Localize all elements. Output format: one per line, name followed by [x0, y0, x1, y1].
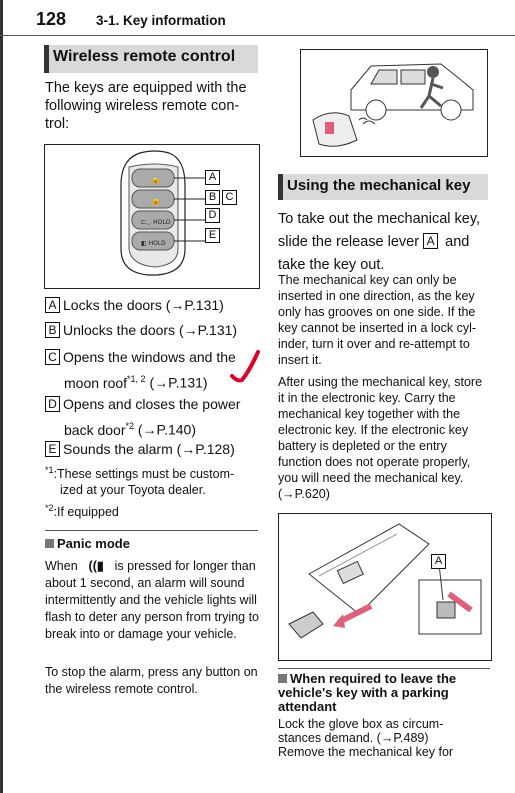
- mechanical-paragraph-1: The mechanical key can only be inserted in one direction, as the key only has grooves on one side. If the key cannot be inserted in a lock cyl-inder, turn it over and re-attempt to insert it.: [278, 273, 477, 367]
- panic-p1-body: is pressed for longer than about 1 second, an alarm will sound intermittently and the vehicle lights will flash to deter any person from trying to break into or damage your vehicle.: [45, 559, 259, 641]
- figure-label-a: A: [205, 170, 220, 185]
- valet-heading: [278, 672, 490, 714]
- panic-p1-lead: When: [45, 559, 78, 573]
- mechanical-intro-line1: To take out the mechanical key,: [278, 211, 481, 227]
- item-d-text-line1: Opens and closes the power: [63, 396, 241, 412]
- panic-heading-text: Panic mode: [57, 536, 130, 551]
- mechanical-intro-letter: A: [423, 233, 438, 249]
- panic-paragraph-1: [45, 558, 260, 643]
- footnote-1-line2: ized at your Toyota dealer.: [60, 483, 206, 498]
- mechanical-paragraph-2: After using the mechanical key, store it in the electronic key. Carry the mechanical key together with the electronic key. If the electronic key battery is depleted or the entry function does not operate properly, you will need the mechanical key. (→P.620): [278, 375, 483, 501]
- wireless-intro: The keys are equipped with the following wireless remote con-trol:: [45, 80, 247, 132]
- svg-text:◧ HOLD: ◧ HOLD: [141, 240, 166, 247]
- mechanical-figure-label-a: A: [431, 554, 446, 569]
- mechanical-key-figure: [278, 513, 492, 661]
- section-banner-wireless-remote: [44, 45, 258, 73]
- square-bullet-icon: [45, 539, 54, 548]
- item-c-page-ref: (→P.131): [145, 374, 208, 391]
- item-d-text-line2: back door: [64, 421, 126, 438]
- vehicle-key-figure: [300, 49, 488, 157]
- figure-label-e: E: [205, 228, 220, 243]
- mechanical-intro-line3: take the key out.: [278, 257, 385, 273]
- key-fob-figure: [44, 144, 260, 289]
- item-c-letter: C: [45, 349, 60, 365]
- svg-text:🔓: 🔓: [150, 196, 162, 206]
- section-title: 3-1. Key information: [96, 13, 226, 28]
- panic-paragraph-2: To stop the alarm, press any button on the wireless remote control.: [45, 665, 258, 696]
- valet-heading-text: When required to leave the vehicle's key with a parking attendant: [278, 671, 457, 714]
- key-fob-illustration: [45, 145, 259, 288]
- item-d-letter: D: [45, 396, 60, 412]
- panic-top-divider: [45, 530, 258, 531]
- item-c-footnote-mark: *1, 2: [127, 374, 146, 384]
- section-banner-mechanical-key: [278, 174, 488, 200]
- figure-label-d: D: [205, 208, 220, 223]
- mechanical-intro: [278, 208, 493, 277]
- item-b-letter: B: [45, 322, 60, 338]
- item-d-page-ref: (→P.140): [134, 421, 196, 438]
- footnote-1-mark: *1: [45, 465, 54, 475]
- item-c-text-line1: Opens the windows and the: [63, 349, 236, 365]
- mechanical-key-illustration: [279, 514, 491, 660]
- page-number: 128: [36, 9, 67, 29]
- item-e-letter: E: [45, 441, 60, 457]
- item-a: [45, 296, 224, 314]
- footnote-2-mark: *2: [45, 503, 54, 513]
- item-e: [45, 440, 235, 458]
- item-a-text: Locks the doors (→P.131): [63, 297, 224, 313]
- item-b: [45, 321, 237, 339]
- figure-label-c: C: [222, 190, 237, 205]
- footnote-1: [45, 462, 260, 498]
- vehicle-illustration: [301, 50, 487, 156]
- item-c-text-line2: moon roof: [64, 374, 128, 391]
- panic-button-icon: ((▮: [88, 559, 104, 573]
- svg-text:🔒: 🔒: [150, 175, 162, 185]
- item-d: [45, 393, 260, 441]
- item-e-text: Sounds the alarm (→P.128): [63, 441, 235, 457]
- figure-label-b: B: [205, 190, 220, 205]
- header-divider: [0, 35, 515, 36]
- page-header: [0, 0, 515, 34]
- valet-top-divider: [278, 668, 490, 669]
- mechanical-intro-line2b: and: [445, 234, 470, 250]
- footnote-2-text: :If equipped: [53, 505, 119, 520]
- section-title-mechanical-key: Using the mechanical key: [287, 177, 471, 194]
- page-edge-rule: [0, 0, 3, 793]
- panic-heading: [45, 536, 130, 551]
- footnote-2: [45, 500, 119, 520]
- item-d-footnote-mark: *2: [125, 421, 134, 431]
- item-a-letter: A: [45, 297, 60, 313]
- item-b-text: Unlocks the doors (→P.131): [63, 322, 238, 338]
- square-bullet-icon: [278, 674, 287, 683]
- mechanical-intro-line2a: slide the release lever: [278, 234, 420, 250]
- footnote-1-line1: :These settings must be custom-: [53, 467, 235, 482]
- valet-paragraph: Lock the glove box as circum-stances demand. (→P.489) Remove the mechanical key for: [278, 717, 454, 759]
- section-title-wireless-remote: Wireless remote control: [53, 48, 236, 65]
- svg-text:⊏◡ HOLD: ⊏◡ HOLD: [141, 219, 171, 226]
- red-checkmark-annotation: [228, 348, 268, 388]
